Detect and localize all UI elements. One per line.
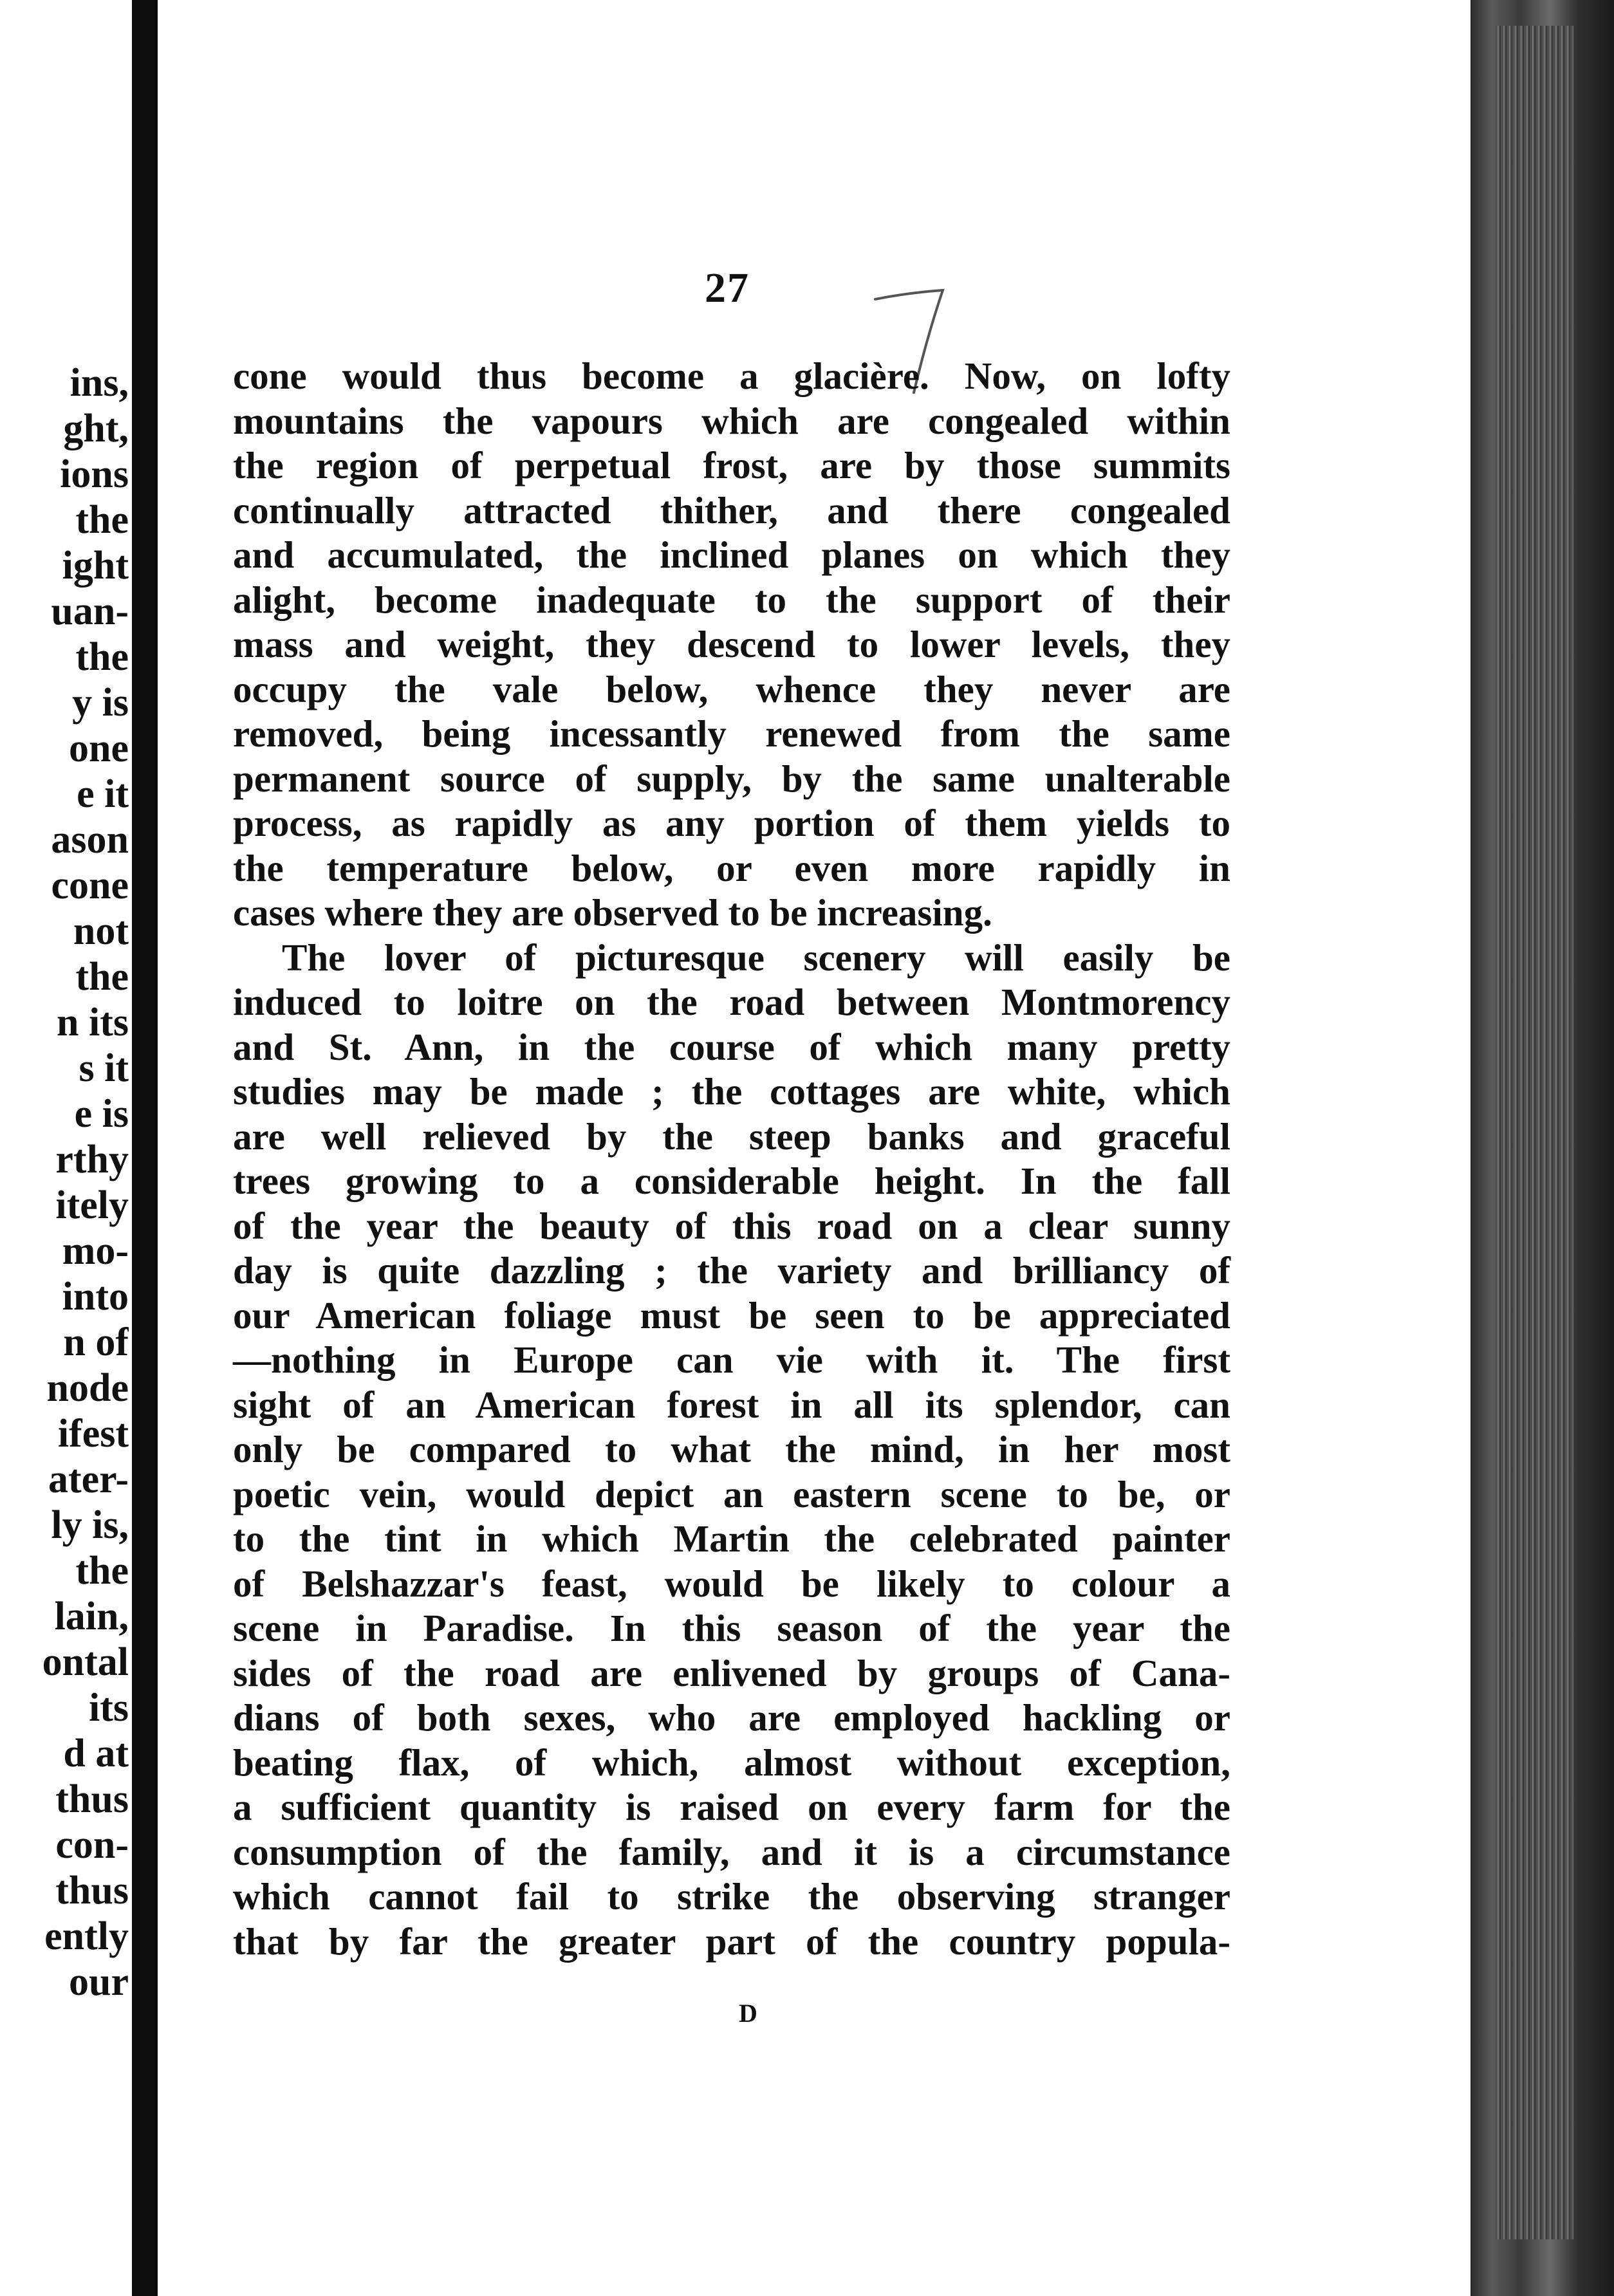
- text-line: dians of both sexes, who are employed hackling or: [233, 1696, 1230, 1739]
- text-line: permanent source of supply, by the same unalterable: [233, 757, 1230, 800]
- facing-page-fragment: e it: [77, 772, 129, 816]
- facing-page-fragment: d at: [63, 1732, 129, 1775]
- text-line: mountains the vapours which are congealed within: [233, 399, 1230, 442]
- facing-page: [0, 0, 132, 2296]
- body-text: [233, 354, 1230, 1964]
- text-line: occupy the vale below, whence they never are: [233, 667, 1230, 710]
- facing-page-fragment: ight: [62, 544, 129, 588]
- text-line: mass and weight, they descend to lower levels, they: [233, 623, 1230, 665]
- facing-page-fragment: e is: [74, 1092, 129, 1136]
- text-line: The lover of picturesque scenery will easily be: [282, 936, 1230, 979]
- facing-page-fragment: not: [73, 909, 129, 953]
- text-line: of the year the beauty of this road on a clear sunny: [233, 1204, 1230, 1247]
- facing-page-fragment: the: [75, 635, 129, 679]
- text-line: beating flax, of which, almost without exception,: [233, 1741, 1230, 1784]
- facing-page-fragment: ght,: [63, 407, 129, 450]
- text-line: cone would thus become a glacière. Now, on lofty: [233, 355, 1230, 397]
- text-line: our American foliage must be seen to be appreciated: [233, 1293, 1230, 1337]
- text-line: studies may be made ; the cottages are white, which: [233, 1070, 1230, 1113]
- text-line: a sufficient quantity is raised on every farm for the: [233, 1786, 1230, 1828]
- text-line: induced to loitre on the road between Montmorency: [233, 981, 1230, 1023]
- facing-page-fragment: the: [75, 1549, 129, 1593]
- page-edges-stack: [1496, 26, 1573, 2239]
- text-line: and accumulated, the inclined planes on which they: [233, 533, 1230, 576]
- facing-page-fragment: n of: [63, 1320, 129, 1364]
- facing-page-fragment: uan-: [51, 589, 129, 633]
- facing-page-fragment: y is: [72, 681, 129, 725]
- text-line: alight, become inadequate to the support of their: [233, 578, 1230, 621]
- signature-mark: D: [739, 1999, 757, 2028]
- facing-page-fragment: ater-: [48, 1458, 129, 1501]
- facing-page-fragment: ifest: [57, 1412, 129, 1456]
- text-line: of Belshazzar's feast, would be likely to colour a: [233, 1562, 1230, 1605]
- facing-page-fragment: itely: [55, 1183, 129, 1227]
- text-line: poetic vein, would depict an eastern scene to be, or: [233, 1472, 1230, 1515]
- text-line: are well relieved by the steep banks and graceful: [233, 1115, 1230, 1158]
- facing-page-fragment: ins,: [70, 361, 129, 405]
- text-line: day is quite dazzling ; the variety and brilliancy of: [233, 1249, 1230, 1292]
- facing-page-fragment: into: [62, 1275, 129, 1319]
- text-line: continually attracted thither, and there congealed: [233, 488, 1230, 532]
- text-line: and St. Ann, in the course of which many pretty: [233, 1025, 1230, 1068]
- text-line: the region of perpetual frost, are by those summits: [233, 444, 1230, 486]
- text-line: sides of the road are enlivened by groups of Cana-: [233, 1651, 1230, 1694]
- facing-page-fragment: s it: [79, 1046, 129, 1090]
- facing-page-fragment: thus: [55, 1777, 129, 1821]
- facing-page-fragment: thus: [55, 1869, 129, 1912]
- facing-page-fragment: n its: [57, 1001, 129, 1044]
- facing-page-fragment: our: [69, 1960, 129, 2004]
- text-line: only be compared to what the mind, in her most: [233, 1428, 1230, 1470]
- facing-page-fragment: the: [75, 955, 129, 999]
- facing-page-fragment: node: [46, 1366, 129, 1410]
- text-line: to the tint in which Martin the celebrated painter: [233, 1517, 1230, 1560]
- facing-page-fragment: its: [89, 1686, 129, 1730]
- page-edges: [1470, 0, 1614, 2296]
- facing-page-fragment: the: [75, 498, 129, 542]
- facing-page-text: [0, 360, 129, 2005]
- facing-page-fragment: mo-: [62, 1229, 129, 1273]
- text-line: that by far the greater part of the country popula-: [233, 1920, 1230, 1963]
- text-line: —nothing in Europe can vie with it. The first: [233, 1338, 1230, 1381]
- facing-page-fragment: ly is,: [51, 1503, 129, 1547]
- text-line: the temperature below, or even more rapidly in: [233, 846, 1230, 889]
- text-line: consumption of the family, and it is a circumstance: [233, 1830, 1230, 1873]
- facing-page-fragment: ently: [44, 1914, 129, 1958]
- facing-page-fragment: rthy: [55, 1138, 129, 1181]
- facing-page-fragment: lain,: [54, 1595, 129, 1638]
- book-gutter: [132, 0, 158, 2296]
- facing-page-fragment: ions: [60, 452, 129, 496]
- text-line: scene in Paradise. In this season of the year the: [233, 1607, 1230, 1649]
- facing-page-fragment: ason: [51, 818, 129, 862]
- facing-page-fragment: cone: [51, 864, 129, 907]
- text-line: process, as rapidly as any portion of them yields to: [233, 802, 1230, 844]
- text-line: sight of an American forest in all its splendor, can: [233, 1383, 1230, 1426]
- text-line: trees growing to a considerable height. In the fall: [233, 1160, 1230, 1202]
- facing-page-fragment: ontal: [42, 1640, 129, 1684]
- page-number: 27: [705, 264, 750, 311]
- text-line: cases where they are observed to be increasing.: [233, 891, 992, 934]
- facing-page-fragment: con-: [55, 1823, 129, 1867]
- text-line: which cannot fail to strike the observing stranger: [233, 1875, 1230, 1918]
- text-line: removed, being incessantly renewed from the same: [233, 712, 1230, 755]
- facing-page-fragment: one: [69, 727, 129, 770]
